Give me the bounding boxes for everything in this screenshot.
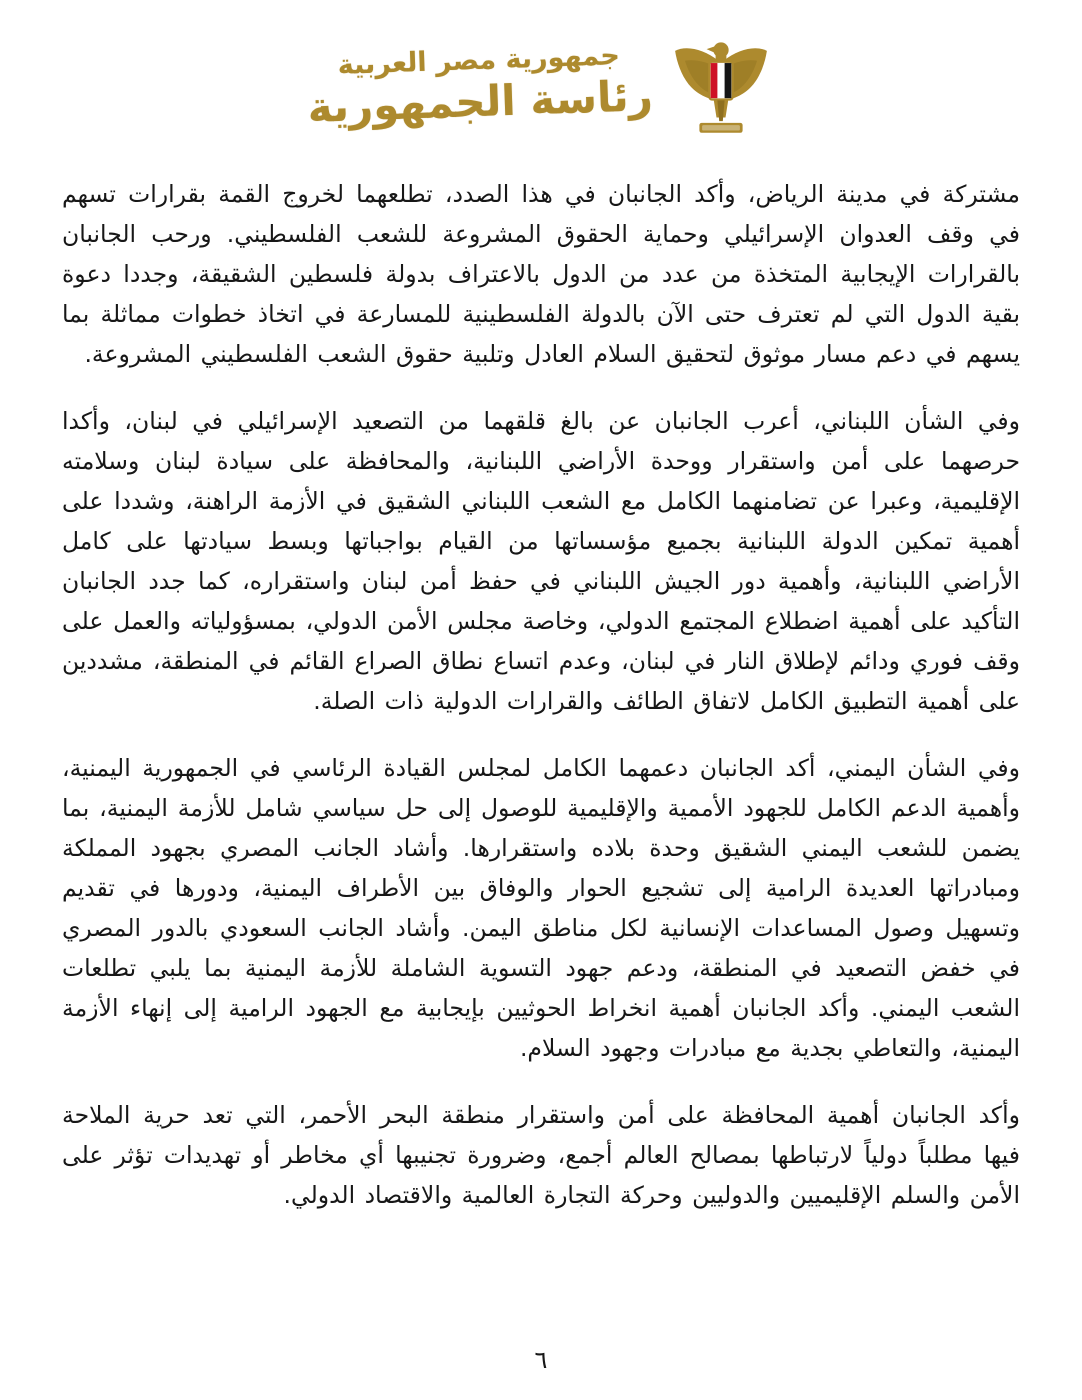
statement-body	[62, 174, 1020, 1215]
statement-paragraph-red-sea: وأكد الجانبان أهمية المحافظة على أمن واستقرار منطقة البحر الأحمر، التي تعد حرية الملاحة فيها مطلباً دولياً لارتباطها بمصالح العالم أجمع، وضرورة تجنيبها أي مخاطر أو تهديدات تؤثر على الأمن والسلم الإقليميين والدوليين وحركة التجارة العالمية والاقتصاد الدولي.	[62, 1101, 1020, 1209]
republic-title-text: جمهورية مصر العربية	[337, 40, 621, 82]
letterhead-calligraphy	[306, 39, 654, 132]
statement-paragraph-lebanon: وفي الشأن اللبناني، أعرب الجانبان عن بالغ قلقهما من التصعيد الإسرائيلي في لبنان، وأكدا حرصهما على أمن واستقرار ووحدة الأراضي اللبنانية، والمحافظة على سيادة لبنان وسلامته الإقليمية، وعبرا عن تضامنهما الكامل مع الشعب اللبناني الشقيق في الأزمة الراهنة، وشددا على أهمية تمكين الدولة اللبنانية بجميع مؤسساتها من القيام بواجباتها وبسط سيادتها على كامل الأراضي اللبنانية، وأهمية دور الجيش اللبناني في حفظ أمن لبنان واستقراره، كما جدد الجانبان التأكيد على أهمية اضطلاع المجتمع الدولي، وخاصة مجلس الأمن الدولي، بمسؤولياته والعمل على وقف فوري ودائم لإطلاق النار في لبنان، وعدم اتساع نطاق الصراع القائم في المنطقة، مشددين على أهمية التطبيق الكامل لاتفاق الطائف والقرارات الدولية ذات الصلة.	[62, 407, 1020, 715]
presidency-title-text: رئاسة الجمهورية	[307, 71, 654, 133]
page-number: ٦	[534, 1346, 548, 1374]
statement-paragraph-yemen: وفي الشأن اليمني، أكد الجانبان دعمهما الكامل لمجلس القيادة الرئاسي في الجمهورية اليمنية، وأهمية الدعم الكامل للجهود الأممية والإقليمية للوصول إلى حل سياسي شامل للأزمة اليمنية، بما يضمن للشعب اليمني الشقيق وحدة بلاده واستقرارها. وأشاد الجانب المصري بجهود المملكة ومبادراتها العديدة الرامية إلى تشجيع الحوار والوفاق بين الأطراف اليمنية، ودورها في تقديم وتسهيل وصول المساعدات الإنسانية لكل مناطق اليمن. وأشاد الجانب السعودي بالدور المصري في خفض التصعيد في المنطقة، ودعم جهود التسوية الشاملة للأزمة اليمنية بما يلبي تطلعات الشعب اليمني. وأكد الجانبان أهمية انخراط الحوثيين بإيجابية مع الجهود الرامية إلى إنهاء الأزمة اليمنية، والتعاطي بجدية مع مبادرات وجهود السلام.	[62, 754, 1020, 1062]
presidency-letterhead	[62, 22, 1020, 150]
egypt-eagle-emblem-icon	[667, 27, 775, 145]
statement-paragraph-riyadh-palestine: مشتركة في مدينة الرياض، وأكد الجانبان في هذا الصدد، تطلعهما لخروج القمة بقرارات تسهم في وقف العدوان الإسرائيلي وحماية الحقوق المشروعة للشعب الفلسطيني. ورحب الجانبان بالقرارات الإيجابية المتخذة من عدد من الدول بالاعتراف بدولة فلسطين الشقيقة، وجددا دعوة بقية الدول التي لم تعترف حتى الآن بالدولة الفلسطينية للمسارعة في اتخاذ خطوات مماثلة بما يسهم في دعم مسار موثوق لتحقيق السلام العادل وتلبية حقوق الشعب الفلسطيني المشروعة.	[62, 180, 1020, 368]
